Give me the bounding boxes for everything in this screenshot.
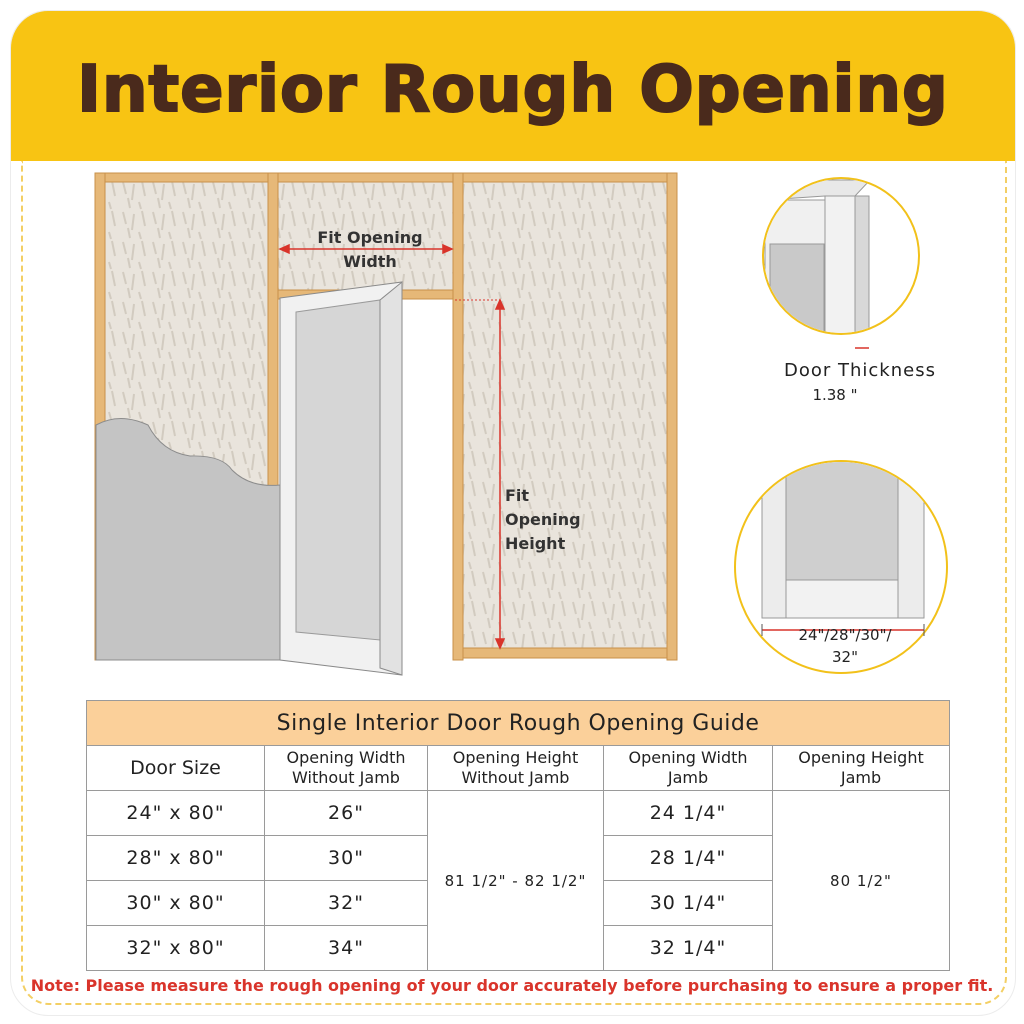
cell-width-without-jamb: 32" bbox=[265, 881, 428, 926]
fit-opening-height-label: Fit Opening Height bbox=[505, 486, 581, 553]
cell-door-size: 32" x 80" bbox=[87, 926, 265, 971]
cell-width-jamb: 30 1/4" bbox=[604, 881, 773, 926]
wall-panel-right bbox=[462, 182, 668, 650]
table-caption: Single Interior Door Rough Opening Guide bbox=[87, 701, 950, 746]
cell-width-jamb: 24 1/4" bbox=[604, 791, 773, 836]
top-plate bbox=[95, 173, 677, 182]
door-thickness-value: 1.38 " bbox=[812, 386, 858, 404]
cell-width-without-jamb: 34" bbox=[265, 926, 428, 971]
door-thickness-detail bbox=[763, 178, 919, 348]
cell-width-without-jamb: 26" bbox=[265, 791, 428, 836]
header-width-without-jamb: Opening Width Without Jamb bbox=[265, 746, 428, 791]
cell-width-jamb: 28 1/4" bbox=[604, 836, 773, 881]
fit-opening-width-label: Fit Opening Width bbox=[317, 228, 423, 271]
rough-opening-table bbox=[86, 700, 950, 971]
header-height-without-jamb: Opening Height Without Jamb bbox=[428, 746, 604, 791]
cell-width-jamb: 32 1/4" bbox=[604, 926, 773, 971]
bottom-plate bbox=[463, 648, 667, 658]
table-row bbox=[87, 791, 950, 836]
header-width-jamb: Opening Width Jamb bbox=[604, 746, 773, 791]
cell-door-size: 30" x 80" bbox=[87, 881, 265, 926]
header-door-size: Door Size bbox=[87, 746, 265, 791]
stud-mid-right bbox=[453, 173, 463, 660]
cell-door-size: 24" x 80" bbox=[87, 791, 265, 836]
page-title: Interior Rough Opening bbox=[77, 53, 949, 127]
door-width-label: 24"/28"/30"/ 32" bbox=[798, 626, 892, 666]
door-thickness-label: Door Thickness bbox=[784, 360, 936, 381]
cell-width-without-jamb: 30" bbox=[265, 836, 428, 881]
cell-height-without-jamb: 81 1/2" - 82 1/2" bbox=[428, 791, 604, 971]
header-height-jamb: Opening Height Jamb bbox=[773, 746, 950, 791]
measurement-note: Note: Please measure the rough opening of your door accurately before purchasing to ensure a proper fit. bbox=[30, 976, 994, 995]
stud-right bbox=[667, 173, 677, 660]
cell-door-size: 28" x 80" bbox=[87, 836, 265, 881]
open-door bbox=[280, 282, 402, 675]
cell-height-jamb: 80 1/2" bbox=[773, 791, 950, 971]
